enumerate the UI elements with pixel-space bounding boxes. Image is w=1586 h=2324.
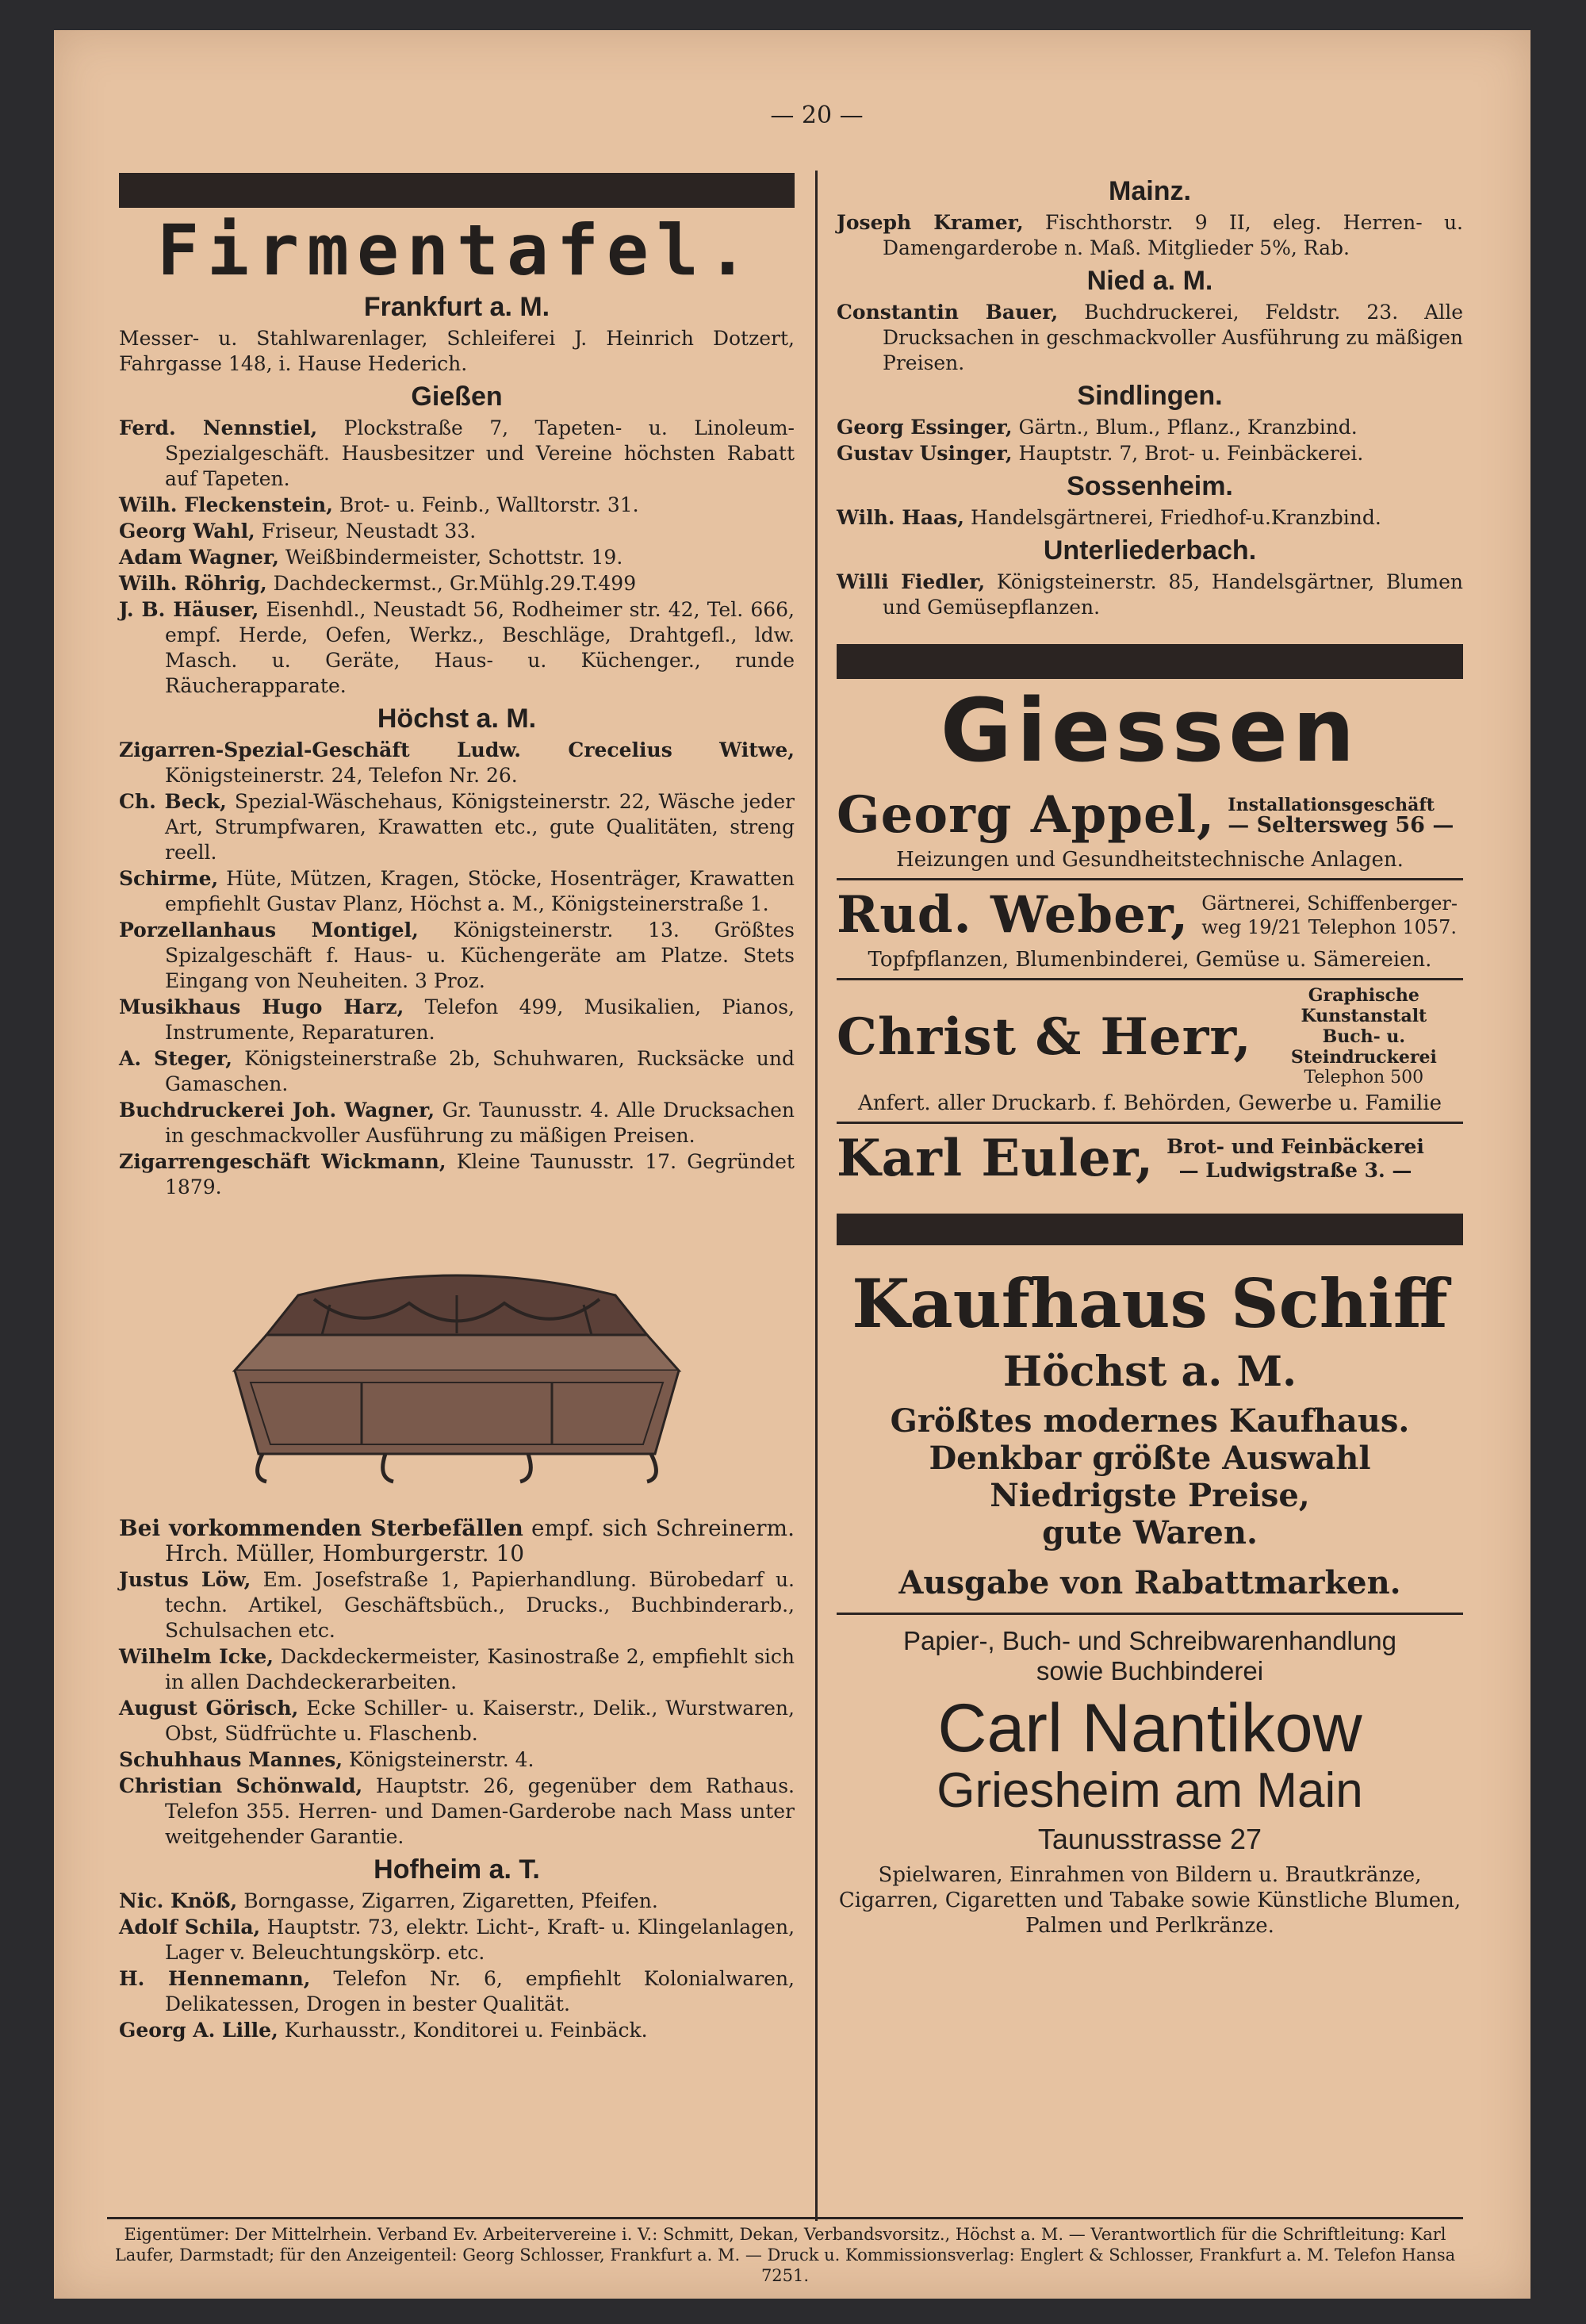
ad-side-line: Installationsgeschäft	[1228, 794, 1435, 815]
listing-name: Ferd. Nennstiel,	[119, 416, 318, 440]
listing-text: Telefon 499, Musikalien, Pianos, Instrumente, Reparaturen.	[165, 995, 795, 1045]
ad-side-line: — Ludwigstraße 3. —	[1178, 1158, 1412, 1182]
listing-text: Gr. Taunusstr. 4. Alle Drucksachen in geschmackvoller Ausführung zu mäßigen Preisen.	[165, 1099, 795, 1148]
listing	[119, 995, 795, 1045]
listing-name: J. B. Häuser,	[119, 598, 259, 622]
ad-name: Karl Euler,	[837, 1129, 1155, 1188]
kaufhaus-line: Denkbar größte Auswahl	[929, 1440, 1371, 1477]
listing	[119, 1098, 795, 1149]
listing	[119, 1644, 795, 1695]
nantikow-head: Papier-, Buch- und Schreibwarenhandlung	[903, 1626, 1396, 1655]
listing-text: Buchdruckerei, Feldstr. 23. Alle Drucksachen in geschmackvoller Ausführung zu mäßigen Preisen.	[883, 301, 1464, 374]
listing-name: Nic. Knöß,	[119, 1889, 238, 1913]
nantikow-place: Griesheim am Main	[937, 1763, 1363, 1819]
firmentafel-title: Firmentafel.	[157, 209, 757, 291]
ad-subline: Heizungen und Gesundheitstechnische Anlagen.	[896, 848, 1404, 872]
ad-side	[1228, 795, 1454, 836]
ad-subline: Topfpflanzen, Blumenbinderei, Gemüse u. Sämereien.	[868, 948, 1432, 972]
ad-side-line: weg 19/21 Telephon 1057.	[1201, 915, 1458, 938]
left-column	[119, 173, 795, 2044]
nantikow-desc: Spielwaren, Einrahmen von Bildern u. Brautkränze, Cigarren, Cigaretten und Tabake sowie Künstliche Blumen, Palmen und Perlkränze.	[838, 1863, 1461, 1939]
ad-side-line: Brot- und Feinbäckerei	[1167, 1134, 1424, 1158]
listing	[119, 545, 795, 570]
kaufhaus-place: Höchst a. M.	[1002, 1348, 1297, 1396]
listing-text: Weißbindermeister, Schottstr. 19.	[278, 546, 623, 569]
listing	[119, 2018, 795, 2043]
ad-side	[1265, 985, 1463, 1088]
listing-name: A. Steger,	[119, 1047, 232, 1071]
listing	[119, 1774, 795, 1850]
listing	[119, 738, 795, 788]
ad-side-line: Telephon 500	[1304, 1068, 1424, 1087]
listing-text: Kleine Taunusstr. 17. Gegründet 1879.	[165, 1150, 795, 1199]
ad-side	[1167, 1135, 1424, 1183]
listing-name: Schirme,	[119, 867, 219, 891]
listing-text: Plockstraße 7, Tapeten- u. Linoleum-Spezialgeschäft. Hausbesitzer und Vereine höchsten Rabatt auf Tapeten.	[165, 416, 795, 491]
ad-rud-weber	[837, 880, 1463, 980]
listing	[837, 569, 1463, 620]
listing	[119, 326, 795, 377]
nantikow-head: sowie Buchbinderei	[1036, 1656, 1264, 1685]
ad-subline: Anfert. aller Druckarb. f. Behörden, Gewerbe u. Familie	[858, 1091, 1442, 1115]
listing-text: Kurhausstr., Konditorei u. Feinbäck.	[278, 2019, 648, 2042]
listing-text: Borngasse, Zigarren, Zigaretten, Pfeifen.	[237, 1889, 658, 1913]
city-heading: Unterliederbach.	[1043, 535, 1257, 566]
section-giessen	[119, 382, 795, 699]
city-heading: Mainz.	[1109, 176, 1191, 206]
section-unterliederbach	[837, 535, 1463, 620]
listing	[119, 1149, 795, 1200]
listing-text: Hauptstr. 73, elektr. Licht-, Kraft- u. Klingelanlagen, Lager v. Beleuchtungskörp. etc.	[165, 1916, 795, 1965]
kaufhaus-line: gute Waren.	[1042, 1514, 1258, 1551]
listing-text: Königsteinerstr. 4.	[343, 1748, 534, 1772]
kaufhaus-title: Kaufhaus Schiff	[852, 1264, 1448, 1343]
giessen-title: Giessen	[940, 680, 1360, 781]
listing-name: Porzellanhaus Montigel,	[119, 918, 419, 942]
listing-name: Justus Löw,	[119, 1568, 251, 1592]
listing	[119, 1747, 795, 1773]
listing	[119, 1516, 795, 1567]
listing	[119, 519, 795, 544]
listing-text: Hüte, Mützen, Kragen, Stöcke, Hosenträger, Krawatten empfiehlt Gustav Planz, Höchst a. M., Königsteinerstraße 1.	[165, 867, 795, 916]
city-heading: Hofheim a. T.	[374, 1854, 540, 1885]
listing	[119, 416, 795, 492]
ad-name: Christ & Herr,	[837, 1007, 1252, 1067]
ad-name: Georg Appel,	[837, 785, 1216, 845]
imprint-footer: Eigentümer: Der Mittelrhein. Verband Ev. Arbeitervereine i. V.: Schmitt, Dekan, Verbandsvorsitz., Höchst a. M. — Verantwortlich für die Schriftleitung: Karl Laufer, Darmstadt; für den Anzeigenteil: Georg Schlosser, Frankfurt a. M. — Druck u. Kommissionsverlag: Englert & Schlosser, Frankfurt a. M. Telefon Hansa 7251.	[107, 2217, 1463, 2286]
ad-side	[1201, 892, 1458, 939]
listing	[119, 789, 795, 865]
listing	[119, 1966, 795, 2017]
section-nied	[837, 266, 1463, 376]
listing	[837, 300, 1463, 376]
kaufhaus-bar	[837, 1214, 1463, 1245]
column-divider	[815, 171, 818, 2221]
listing-text: Messer- u. Stahlwarenlager, Schleiferei J. Heinrich Dotzert, Fahrgasse 148, i. Hause Hederich.	[119, 327, 795, 376]
listing-text: Ecke Schiller- u. Kaiserstr., Delik., Wurstwaren, Obst, Südfrüchte u. Flaschenb.	[165, 1697, 795, 1746]
listing-text: Fischthorstr. 9 II, eleg. Herren- u. Damengarderobe n. Maß. Mitglieder 5%, Rab.	[883, 211, 1463, 259]
listing-text: Eisenhdl., Neustadt 56, Rodheimer str. 42, Tel. 666, empf. Herde, Oefen, Werkz., Beschläge, Drahtgefl., ldw. Masch. u. Geräte, Haus- u. Küchenger., runde Räucherapparate.	[165, 598, 795, 698]
section-frankfurt	[119, 292, 795, 377]
ad-side-line: — Seltersweg 56 —	[1228, 812, 1454, 838]
section-sindlingen	[837, 381, 1463, 466]
listing-text: Brot- u. Feinb., Walltorstr. 31.	[332, 493, 639, 517]
listing-text: Hauptstr. 7, Brot- u. Feinbäckerei.	[1012, 442, 1364, 465]
listing	[119, 597, 795, 699]
listing-text: empf. sich Schreinerm. Hrch. Müller, Homburgerstr. 10	[165, 1515, 795, 1567]
listing-name: Wilh. Haas,	[837, 506, 965, 529]
coffin-illustration	[203, 1240, 711, 1501]
listing	[119, 1567, 795, 1643]
listing-text: Em. Josefstraße 1, Papierhandlung. Bürobedarf u. techn. Artikel, Geschäftsbüch., Drucks., Buchbinderarb., Schulsachen etc.	[165, 1568, 795, 1643]
listing	[837, 210, 1463, 261]
listing-text: Gärtn., Blum., Pflanz., Kranzbind.	[1012, 416, 1358, 439]
nantikow-street: Taunusstrasse 27	[1037, 1823, 1262, 1856]
kaufhaus-line: Größtes modernes Kaufhaus.	[890, 1402, 1410, 1440]
section-hofheim	[119, 1854, 795, 2043]
listing-name: Georg Wahl,	[119, 520, 255, 543]
section-mainz	[837, 176, 1463, 261]
kaufhaus-rabatt: Ausgabe von Rabattmarken.	[898, 1564, 1401, 1601]
listing-name: Adolf Schila,	[119, 1916, 261, 1939]
listing-name: Zigarrengeschäft Wickmann,	[119, 1150, 446, 1174]
listing-name: Bei vorkommenden Sterbefällen	[119, 1515, 523, 1542]
listing-text: Königsteinerstr. 24, Telefon Nr. 26.	[165, 764, 518, 788]
listing-name: Wilhelm Icke,	[119, 1645, 274, 1669]
city-heading: Nied a. M.	[1086, 266, 1213, 296]
city-heading: Frankfurt a. M.	[363, 292, 550, 323]
listing-name: Buchdruckerei Joh. Wagner,	[119, 1099, 435, 1122]
kaufhaus-line: Niedrigste Preise,	[990, 1477, 1310, 1514]
ad-carl-nantikow	[837, 1615, 1463, 1939]
ad-name: Rud. Weber,	[837, 885, 1190, 945]
right-column	[837, 176, 1463, 1939]
listing-name: August Görisch,	[119, 1697, 299, 1720]
listing	[119, 493, 795, 518]
nantikow-name: Carl Nantikow	[937, 1690, 1362, 1766]
ad-kaufhaus-schiff	[837, 1264, 1463, 1615]
listing-text: Telefon Nr. 6, empfiehlt Kolonialwaren, Delikatessen, Drogen in bester Qualität.	[165, 1967, 795, 2016]
listing	[837, 415, 1463, 440]
listing	[837, 441, 1463, 466]
listing	[837, 505, 1463, 531]
city-heading: Höchst a. M.	[377, 704, 537, 734]
listing	[119, 571, 795, 596]
listing-name: Joseph Kramer,	[837, 211, 1024, 234]
listing	[119, 1046, 795, 1097]
listing-name: Adam Wagner,	[119, 546, 279, 569]
ad-side-line: Gärtnerei, Schiffenberger-	[1201, 892, 1458, 915]
listing-text: Königsteinerstr. 13. Größtes Spizalgeschäft f. Haus- u. Küchengeräte am Platze. Stets Eingang von Neuheiten. 3 Proz.	[165, 918, 795, 993]
listing-text: Königsteinerstraße 2b, Schuhwaren, Rucksäcke und Gamaschen.	[165, 1047, 795, 1096]
listing-text: Friseur, Neustadt 33.	[255, 520, 477, 543]
city-heading: Sossenheim.	[1067, 471, 1233, 501]
ad-side-line: Graphische Kunstanstalt	[1301, 985, 1427, 1026]
listing-name: Christian Schönwald,	[119, 1774, 363, 1798]
listing	[119, 1889, 795, 1914]
giessen-bar	[837, 644, 1463, 679]
ad-karl-euler	[837, 1124, 1463, 1195]
listing-name: Willi Fiedler,	[837, 570, 986, 593]
listing	[119, 918, 795, 994]
listing-name: Gustav Usinger,	[837, 442, 1013, 465]
page-number: — 20 —	[770, 102, 864, 129]
listing-text: Dachdeckermst., Gr.Mühlg.29.T.499	[266, 572, 637, 596]
ad-christ-herr	[837, 980, 1463, 1124]
listing-name: Ch. Beck,	[119, 790, 227, 814]
title-bar	[119, 173, 795, 208]
listing-text: Dackdeckermeister, Kasinostraße 2, empfiehlt sich in allen Dachdeckerarbeiten.	[165, 1645, 795, 1694]
listing-name: Zigarren-Spezial-Geschäft Ludw. Crecelius Witwe,	[119, 738, 795, 762]
listing-text: Spezial-Wäschehaus, Königsteinerstr. 22, Wäsche jeder Art, Strumpfwaren, Krawatten etc., gute Qualitäten, streng reell.	[165, 790, 795, 865]
listing-name: Musikhaus Hugo Harz,	[119, 995, 404, 1019]
city-heading: Sindlingen.	[1077, 381, 1223, 411]
listing-name: Schuhhaus Mannes,	[119, 1748, 343, 1772]
listing-name: Constantin Bauer,	[837, 301, 1059, 324]
section-after-image	[119, 1516, 795, 1850]
listing-name: Georg Essinger,	[837, 416, 1013, 439]
ad-georg-appel	[837, 780, 1463, 880]
listing-text: Königsteinerstr. 85, Handelsgärtner, Blumen und Gemüsepflanzen.	[883, 570, 1463, 619]
city-heading: Gießen	[411, 382, 503, 412]
listing	[119, 866, 795, 917]
section-sossenheim	[837, 471, 1463, 531]
listing-name: H. Hennemann,	[119, 1967, 311, 1991]
listing-name: Wilh. Röhrig,	[119, 572, 267, 596]
listing-name: Wilh. Fleckenstein,	[119, 493, 333, 517]
listing-text: Handelsgärtnerei, Friedhof-u.Kranzbind.	[964, 506, 1381, 529]
listing-name: Georg A. Lille,	[119, 2019, 278, 2042]
listing	[119, 1915, 795, 1965]
listing	[119, 1696, 795, 1747]
ad-side-line: Buch- u. Steindruckerei	[1290, 1026, 1437, 1068]
listing-text: Hauptstr. 26, gegenüber dem Rathaus. Telefon 355. Herren- und Damen-Garderobe nach Mass unter weitgehender Garantie.	[165, 1774, 795, 1849]
coffin-drawing	[235, 1275, 679, 1482]
section-hoechst	[119, 704, 795, 1200]
